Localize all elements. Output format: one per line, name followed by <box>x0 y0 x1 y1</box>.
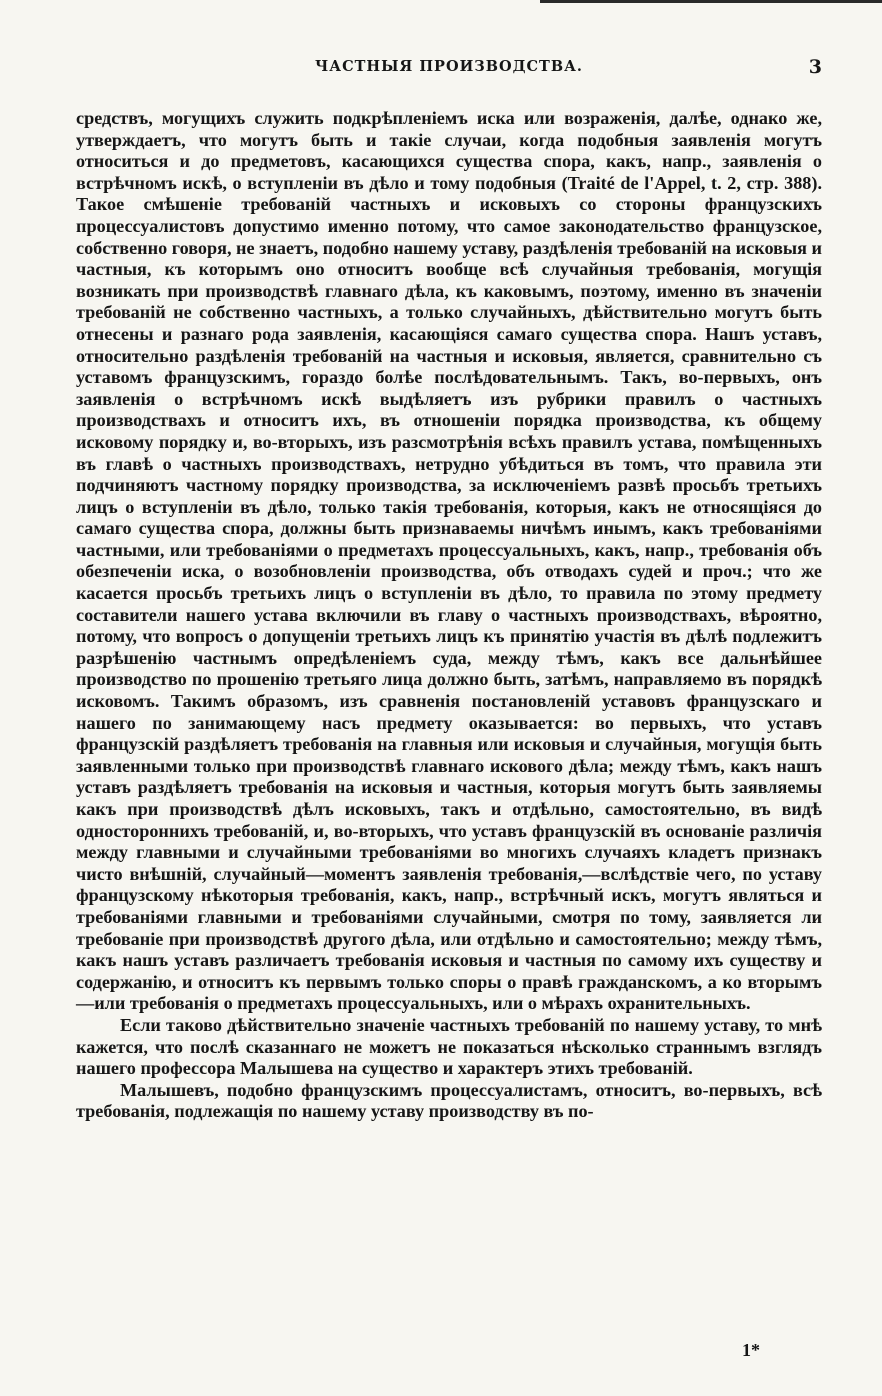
paragraph-2: Если таково дѣйствительно значеніе частныхъ требованій по нашему уставу, то мнѣ кажется, что послѣ сказаннаго не можетъ не показаться нѣсколько страннымъ взглядъ нашего профессора Малышева на существо и характеръ этихъ требованій. <box>76 1014 822 1079</box>
running-title: ЧАСТНЫЯ ПРОИЗВОДСТВА. <box>315 58 583 75</box>
body-text <box>76 108 822 1123</box>
top-edge-rule <box>540 0 882 3</box>
paragraph-1: средствъ, могущихъ служить подкрѣпленіемъ иска или возраженія, далѣе, однако же, утверждаетъ, что могутъ быть и такіе случаи, когда подобныя заявленія могутъ относиться и до предметовъ, касающихся существа спора, какъ, напр., заявленія о встрѣчномъ искѣ, о вступленіи въ дѣло и тому подобныя (Traité de l'Appel, t. 2, стр. 388). Такое смѣшеніе требованій частныхъ и исковыхъ со стороны французскихъ процессуалистовъ допустимо именно потому, что самое законодательство французское, собственно говоря, не знаетъ, подобно нашему уставу, раздѣленія требованій на исковыя и частныя, къ которымъ оно относитъ вообще всѣ случайныя требованія, могущія возникать при производствѣ главнаго дѣла, къ каковымъ, поэтому, именно въ значеніи требованій не собственно частныхъ, а только случайныхъ, дѣйствительно могутъ быть отнесены и разнаго рода заявленія, касающіяся самаго существа спора. Нашъ уставъ, относительно раздѣленія требованій на частныя и исковыя, является, сравнительно съ уставомъ французскимъ, гораздо болѣе послѣдовательнымъ. Такъ, во-первыхъ, онъ заявленія о встрѣчномъ искѣ выдѣляетъ изъ рубрики правилъ о частныхъ производствахъ и относитъ ихъ, въ отношеніи порядка производства, къ общему исковому порядку и, во-вторыхъ, изъ разсмотрѣнія всѣхъ правилъ устава, помѣщенныхъ въ главѣ о частныхъ производствахъ, нетрудно убѣдиться въ томъ, что правила эти подчиняютъ частному порядку производства, за исключеніемъ развѣ просьбъ третьихъ лицъ о вступленіи въ дѣло, только такія требованія, которыя, какъ не относящіяся до самаго существа спора, должны быть признаваемы ничѣмъ инымъ, какъ требованіями частными, или требованіями о предметахъ процессуальныхъ, какъ, напр., требованія объ обезпеченіи иска, о возобновленіи производства, объ отводахъ судей и проч.; что же касается просьбъ третьихъ лицъ о вступленіи въ дѣло, то правила по этому предмету составители нашего устава включили въ главу о частныхъ производствахъ, вѣроятно, потому, что вопросъ о допущеніи третьихъ лицъ къ принятію участія въ дѣлѣ подлежитъ разрѣшенію частнымъ опредѣленіемъ суда, между тѣмъ, какъ все дальнѣйшее производство по прошенію третьяго лица должно быть, затѣмъ, направляемо въ порядкѣ исковомъ. Такимъ образомъ, изъ сравненія постановленій уставовъ французскаго и нашего по занимающему насъ предмету оказывается: во первыхъ, что уставъ французскій раздѣляетъ требованія на главныя или исковыя и случайныя, могущія быть заявленными только при производствѣ главнаго искового дѣла; между тѣмъ, какъ нашъ уставъ раздѣляетъ требованія на исковыя и частныя, которыя могутъ быть заявляемы какъ при производствѣ дѣлъ исковыхъ, такъ и отдѣльно, самостоятельно, въ видѣ одностороннихъ требованій, и, во-вторыхъ, что уставъ французскій въ основаніе различія между главными и случайными требованіями во многихъ случаяхъ кладетъ признакъ чисто внѣшній, случайный—моментъ заявленія требованія,—вслѣдствіе чего, по уставу французскому нѣкоторыя требованія, какъ, напр., встрѣчный искъ, могутъ являться и требованіями главными и требованіями случайными, смотря по тому, заявляется ли требованіе при производствѣ другого дѣла, или отдѣльно и самостоятельно; между тѣмъ, какъ нашъ уставъ различаетъ требованія исковыя и частныя по самому ихъ существу и содержанію, и относитъ къ первымъ только споры о правѣ гражданскомъ, а ко вторымъ—или требованія о предметахъ процессуальныхъ, или о мѣрахъ охранительныхъ. <box>76 108 822 1014</box>
paragraph-3: Малышевъ, подобно французскимъ процессуалистамъ, относитъ, во-первыхъ, всѣ требованія, подлежащія по нашему уставу производству въ по- <box>76 1079 822 1122</box>
signature-mark: 1* <box>742 1340 760 1360</box>
page-header <box>76 58 822 84</box>
page-number: 3 <box>808 56 822 78</box>
